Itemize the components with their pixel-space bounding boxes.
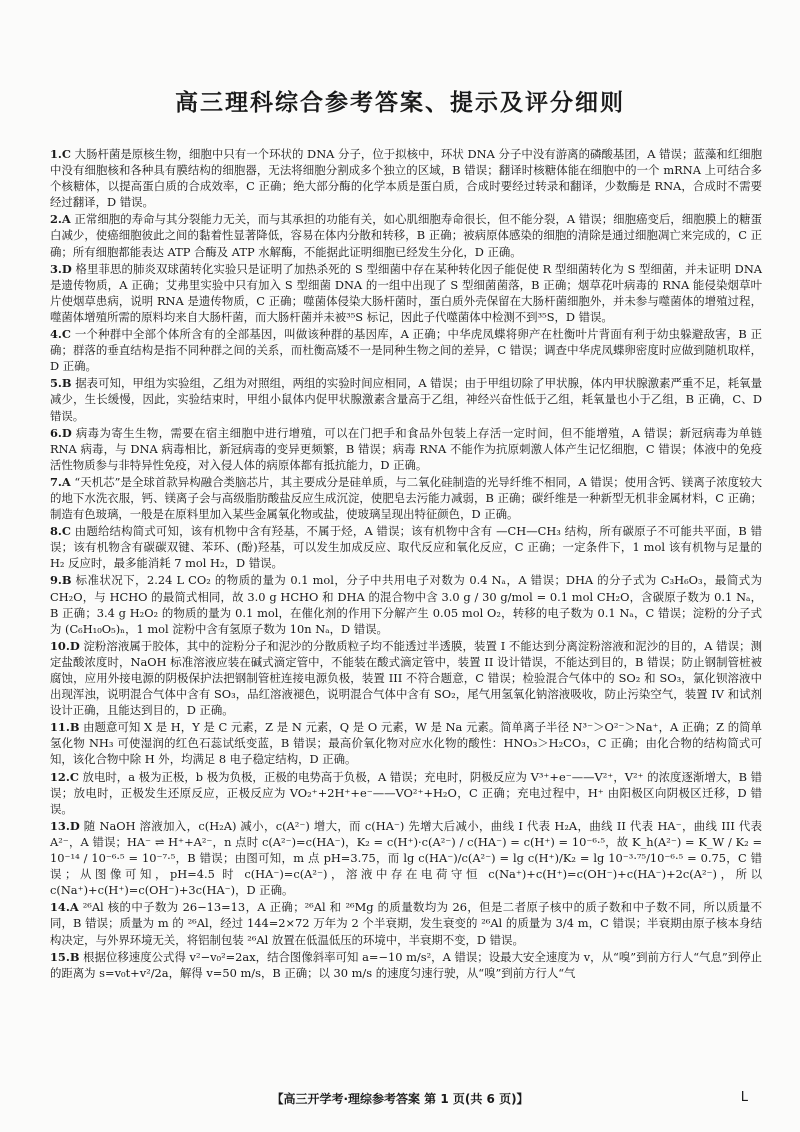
- answer-number: 11.B: [50, 720, 80, 735]
- answer-item: [50, 572, 762, 636]
- answer-number: 1.C: [50, 147, 71, 161]
- answer-text: 随 NaOH 溶液加入，c(H₂A) 减小，c(A²⁻) 增大，而 c(HA⁻) 先增大后减小，曲线 I 代表 H₂A，曲线 II 代表 HA⁻，曲线 III 代表 A²⁻，A 错误；HA⁻ ⇌ H⁺+A²⁻，n 点时 c(A²⁻)=c(HA⁻)，K₂ = c(H⁺)·c(A²⁻) / c(HA⁻) = c(H⁺) = 10⁻⁶·⁵，故 K_h(A²⁻) = K_W / K₂ = 10⁻¹⁴ / 10⁻⁶·⁵ = 10⁻⁷·⁵，B 错误；由图可知，m 点 pH=3.75，而 lg c(HA⁻)/c(A²⁻) = lg c(H⁺)/K₂ = lg 10⁻³·⁷⁵/10⁻⁶·⁵ = 0.75，C 错误；从图像可知，pH=4.5 时 c(HA⁻)=c(A²⁻)，溶液中存在电荷守恒 c(Na⁺)+c(H⁺)=c(OH⁻)+c(HA⁻)+2c(A²⁻)，所以 c(Na⁺)+c(H⁺)=c(OH⁻)+3c(HA⁻)，D 正确。: [50, 818, 763, 898]
- answer-number: 4.C: [50, 327, 71, 342]
- answer-number: 14.A: [50, 900, 79, 915]
- answer-item: [50, 375, 762, 423]
- answer-number: 8.C: [50, 524, 71, 539]
- answer-number: 3.D: [50, 261, 72, 276]
- answer-text: 由题意可知 X 是 H，Y 是 C 元素，Z 是 N 元素，Q 是 O 元素，W 是 Na 元素。简单离子半径 N³⁻＞O²⁻＞Na⁺，A 正确；Z 的简单氢化物 NH₃ 可使湿润的红色石蕊试纸变蓝，B 错误；最高价氧化物对应水化物的酸性：HNO₃＞H₂CO₃，C 正确；由化合物的结构简式可知，该化合物中除 H 外，均满足 8 电子稳定结构，D 正确。: [50, 720, 762, 767]
- answer-item: [50, 523, 762, 571]
- answer-number: 12.C: [50, 769, 79, 784]
- answer-list: [50, 146, 762, 982]
- answer-item: [50, 261, 762, 325]
- answer-text: 由题给结构简式可知，该有机物中含有羟基，不属于烃，A 错误；该有机物中含有 —CH—CH₃ 结构，所有碳原子不可能共平面，B 错误；该有机物含有碳碳双键、苯环、(酚)羟基，可以发生加成反应、取代反应和氧化反应，C 正确；一定条件下，1 mol 该有机物与足量的 H₂ 反应时，最多能消耗 7 mol H₂，D 错误。: [50, 524, 763, 571]
- answer-text: 放电时，a 极为正极，b 极为负极，正极的电势高于负极，A 错误；充电时，阴极反应为 V³⁺+e⁻——V²⁺，V²⁺ 的浓度逐渐增大，B 错误；放电时，正极发生还原反应，正极反应为 VO₂⁺+2H⁺+e⁻——VO²⁺+H₂O，C 正确；充电过程中，H⁺ 由阳极区向阴极区迁移，D 错误。: [50, 769, 762, 816]
- answer-item: [50, 719, 762, 767]
- answer-item: [50, 638, 762, 718]
- page-footer: 【高三开学考·理综参考答案 第 1 页(共 6 页)】: [271, 1092, 529, 1106]
- answer-number: 13.D: [50, 818, 80, 833]
- answer-item: [50, 146, 762, 210]
- answer-item: [50, 326, 762, 374]
- answer-item: [50, 899, 762, 947]
- answer-text: 淀粉溶液属于胶体，其中的淀粉分子和泥沙的分散质粒子均不能透过半透膜，装置 I 不能达到分离淀粉溶液和泥沙的目的，A 错误；测定盐酸浓度时，NaOH 标准溶液应装在碱式滴定管中，不能装在酸式滴定管中，装置 II 设计错误，不能达到目的，B 错误；防止钢制管桩被腐蚀，应用外接电源的阴极保护法把钢制管桩连接电源负极，装置 III 不符合题意，C 错误；检验混合气体中的 SO₂ 和 SO₃，氯化钡溶液中出现浑浊，说明混合气体中含有 SO₃，品红溶液褪色，说明混合气体中含有 SO₂，尾气用氢氧化钠溶液吸收，防止污染空气，装置 IV 和试剂设计正确，且能达到目的，D 正确。: [50, 638, 762, 718]
- answer-text: “天机芯”是全球首款异构融合类脑芯片，其主要成分是硅单质，与二氧化硅制造的光导纤维不相同，A 错误；使用含钙、镁离子浓度较大的地下水洗衣服，钙、镁离子会与高级脂肪酸盐反应生成沉淀，使肥皂去污能力减弱，B 正确；碳纤维是一种新型无机非金属材料，C 正确；制造有色玻璃，一般是在原料里加入某些金属氧化物或盐，使玻璃呈现出特征颜色，D 正确。: [50, 474, 763, 522]
- answer-number: 5.B: [50, 376, 72, 391]
- answer-item: [50, 818, 762, 898]
- answer-text: 据表可知，甲组为实验组，乙组为对照组，两组的实验时间应相同，A 错误；由于甲组切除了甲状腺，体内甲状腺激素严重不足，耗氧量减少，生长缓慢，因此，实验结束时，甲组小鼠体内促甲状腺激素含量高于乙组，神经兴奋性低于乙组，耗氧量也小于乙组，B 正确，C、D 错误。: [50, 376, 762, 423]
- answer-number: 2.A: [50, 212, 71, 227]
- answer-item: [50, 769, 762, 817]
- answer-text: 格里菲思的肺炎双球菌转化实验只是证明了加热杀死的 S 型细菌中存在某种转化因子能促使 R 型细菌转化为 S 型细菌，并未证明 DNA 是遗传物质，A 正确；艾弗里实验中只有加入 S 型细菌 DNA 的一组中出现了 S 型细菌菌落，B 正确；烟草花叶病毒的 RNA 能侵染烟草叶片使烟草患病，说明 RNA 是遗传物质，C 正确；噬菌体侵染大肠杆菌时，蛋白质外壳保留在大肠杆菌细胞外，并未参与噬菌体的增殖过程，噬菌体增殖所需的原料均来自大肠杆菌，而大肠杆菌并未被³⁵S 标记，因此子代噬菌体中检测不到³⁵S，D 错误。: [50, 261, 763, 324]
- answer-number: 15.B: [50, 949, 80, 964]
- page-title: 高三理科综合参考答案、提示及评分细则: [175, 90, 625, 116]
- answer-text: ²⁶Al 核的中子数为 26−13=13，A 正确；²⁶Al 和 ²⁶Mg 的质量数均为 26，但是二者原子核中的质子数和中子数不同，所以质量不同，B 错误；质量为 m 的 ²⁶Al，经过 144=2×72 万年为 2 个半衰期，发生衰变的 ²⁶Al 的质量为 3/4 m，C 错误；半衰期由原子核本身结构决定，与外界环境无关，将铝制包装 ²⁶Al 放置在低温低压的环境中，半衰期不变，D 错误。: [50, 900, 763, 947]
- corner-mark: L: [740, 1090, 748, 1105]
- answer-number: 9.B: [50, 573, 72, 588]
- answer-item: [50, 949, 762, 981]
- answer-number: 10.D: [50, 638, 80, 653]
- answer-item: [50, 474, 762, 522]
- answer-text: 根据位移速度公式得 v²−v₀²=2ax，结合图像斜率可知 a=−10 m/s²，A 错误；设最大安全速度为 v，从“嗅”到前方行人“气息”到停止的距离为 s=v₀t+v²/2a，解得 v=50 m/s，B 正确；以 30 m/s 的速度匀速行驶，从“嗅”到前方行人“气: [50, 949, 762, 980]
- answer-text: 标准状况下，2.24 L CO₂ 的物质的量为 0.1 mol，分子中共用电子对数为 0.4 Nₐ，A 错误；DHA 的分子式为 C₃H₆O₃，最简式为 CH₂O，与 HCHO 的最简式相同，故 3.0 g HCHO 和 DHA 的混合物中含 3.0 g / 30 g/mol = 0.1 mol CH₂O，含碳原子数为 0.1 Nₐ，B 正确；3.4 g H₂O₂ 的物质的量为 0.1 mol，在催化剂的作用下分解产生 0.05 mol O₂，转移的电子数为 0.1 Nₐ，C 错误；淀粉的分子式为 (C₆H₁₀O₅)ₙ，1 mol 淀粉中含有氢原子数为 10n Nₐ，D 错误。: [50, 573, 762, 636]
- answer-text: 病毒为寄生生物，需要在宿主细胞中进行增殖，可以在门把手和食品外包装上存活一定时间，但不能增殖，A 错误；新冠病毒为单链 RNA 病毒，与 DNA 病毒相比，新冠病毒的变异更频繁，B 错误；病毒 RNA 不能作为抗原刺激人体产生记忆细胞，C 错误；体液中的免疫活性物质参与非特异性免疫，对入侵人体的病原体都有抵抗能力，D 正确。: [50, 425, 762, 472]
- answer-number: 6.D: [50, 425, 72, 440]
- answer-text: 正常细胞的寿命与其分裂能力无关，而与其承担的功能有关，如心肌细胞寿命很长，但不能分裂，A 错误；细胞癌变后，细胞膜上的糖蛋白减少，使癌细胞彼此之间的黏着性显著降低，容易在体内分散和转移，B 正确；被病原体感染的细胞的清除是通过细胞凋亡来完成的，C 正确；所有细胞都能表达 ATP 合酶及 ATP 水解酶，不能据此证明细胞已经发生分化，D 正确。: [50, 212, 762, 259]
- answer-text: 大肠杆菌是原核生物，细胞中只有一个环状的 DNA 分子，位于拟核中，环状 DNA 分子中没有游离的磷酸基团，A 错误；蓝藻和红细胞中没有细胞核和各种具有膜结构的细胞器，无法将细胞分割成多个独立的区域，B 错误；翻译时核糖体能在细胞中的一个 mRNA 上可结合多个核糖体，以提高蛋白质的合成效率，C 正确；绝大部分酶的化学本质是蛋白质，合成时要经过转录和翻译，少数酶是 RNA，合成时不需要经过翻译，D 错误。: [50, 147, 762, 210]
- answer-number: 7.A: [50, 474, 71, 489]
- answer-item: [50, 211, 762, 259]
- answer-item: [50, 425, 762, 473]
- answer-text: 一个种群中全部个体所含有的全部基因，叫做该种群的基因库，A 正确；中华虎凤蝶将卵产在杜衡叶片背面有利于幼虫躲避敌害，B 正确；群落的垂直结构是指不同种群之间的关系，而杜衡高矮不一是同种生物之间的差异，C 错误；调查中华虎凤蝶卵密度时应做到随机取样，D 正确。: [50, 327, 763, 374]
